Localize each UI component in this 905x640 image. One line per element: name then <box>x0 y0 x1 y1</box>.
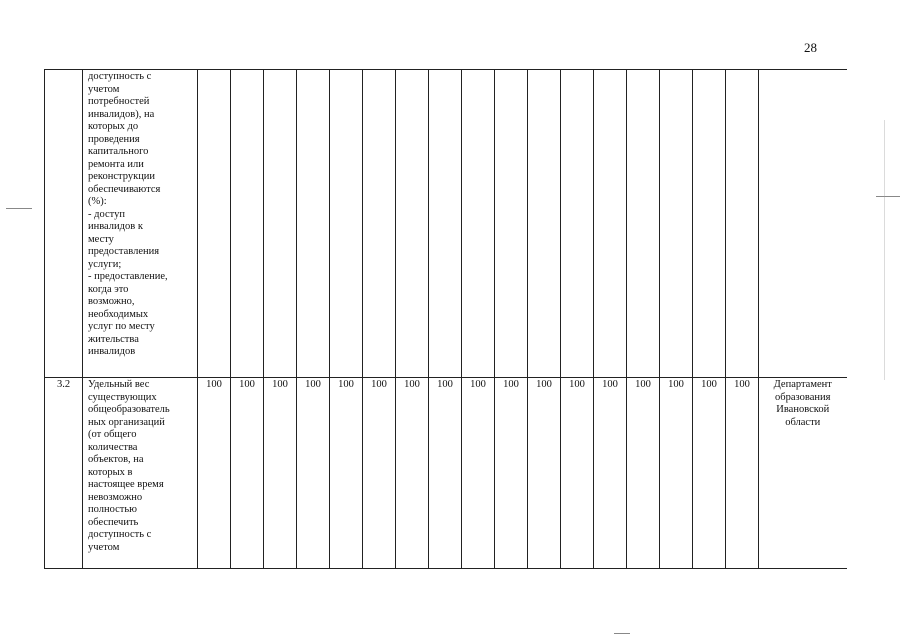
value-cell <box>462 378 495 569</box>
value-cell <box>396 70 429 378</box>
value-text <box>396 70 428 71</box>
value-cell <box>462 70 495 378</box>
value-cell <box>231 70 264 378</box>
value-text: 100 <box>272 379 288 390</box>
value-text <box>264 70 296 71</box>
value-cell <box>363 70 396 378</box>
responsible-text: Департамент образования Ивановской области <box>773 379 832 428</box>
value-cell <box>693 70 726 378</box>
value-text: 100 <box>503 379 519 390</box>
value-text: 100 <box>338 379 354 390</box>
value-cell <box>264 378 297 569</box>
value-text <box>462 70 494 71</box>
value-text: 100 <box>602 379 618 390</box>
indicator-table <box>44 69 847 569</box>
value-cell <box>495 378 528 569</box>
value-text <box>594 70 626 71</box>
value-cell <box>594 70 627 378</box>
value-text <box>561 70 593 71</box>
value-cell <box>429 378 462 569</box>
value-text <box>660 70 692 71</box>
value-cell <box>594 378 627 569</box>
row-number: 3.2 <box>56 379 71 390</box>
value-text: 100 <box>734 379 750 390</box>
value-text <box>297 70 329 71</box>
value-text: 100 <box>239 379 255 390</box>
value-cell <box>264 70 297 378</box>
row-number-cell <box>45 378 83 569</box>
page-number: 28 <box>804 40 817 55</box>
value-text <box>231 70 263 71</box>
row-number-cell <box>45 70 83 378</box>
value-text: 100 <box>404 379 420 390</box>
value-cell <box>429 70 462 378</box>
value-text: 100 <box>470 379 486 390</box>
value-text: 100 <box>668 379 684 390</box>
value-text: 100 <box>536 379 552 390</box>
value-cell <box>363 378 396 569</box>
description-cell <box>83 378 198 569</box>
scan-mark-left <box>6 208 32 209</box>
row-number <box>45 70 82 71</box>
value-text <box>363 70 395 71</box>
value-text <box>429 70 461 71</box>
table-row <box>45 378 847 569</box>
value-text: 100 <box>371 379 387 390</box>
description-cell <box>83 70 198 378</box>
value-text: 100 <box>305 379 321 390</box>
value-text: 100 <box>701 379 717 390</box>
value-cell <box>198 378 231 569</box>
indicator-description: Удельный вес существующих общеобразователь ных организаций (от общего количества объектов, на которых в настоящее время невозможно полностью обеспечить доступность с учетом <box>88 379 170 553</box>
value-text <box>627 70 659 71</box>
value-cell <box>330 70 363 378</box>
value-cell <box>396 378 429 569</box>
value-cell <box>627 70 660 378</box>
value-cell <box>330 378 363 569</box>
value-cell <box>660 378 693 569</box>
value-cell <box>297 378 330 569</box>
value-text <box>726 70 758 71</box>
value-cell <box>297 70 330 378</box>
scan-mark-right-vertical <box>884 120 885 380</box>
value-text <box>198 70 230 71</box>
value-cell <box>693 378 726 569</box>
value-text <box>495 70 527 71</box>
value-cell <box>495 70 528 378</box>
value-cell <box>561 70 594 378</box>
value-text <box>330 70 362 71</box>
value-text <box>693 70 725 71</box>
value-text: 100 <box>437 379 453 390</box>
responsible-text <box>759 70 847 71</box>
value-text: 100 <box>206 379 222 390</box>
scan-mark-right <box>876 196 900 197</box>
value-cell <box>231 378 264 569</box>
scan-mark-bottom <box>614 633 630 634</box>
value-cell <box>198 70 231 378</box>
value-text <box>528 70 560 71</box>
value-cell <box>528 378 561 569</box>
value-cell <box>528 70 561 378</box>
value-cell <box>627 378 660 569</box>
responsible-cell <box>759 70 847 378</box>
value-cell <box>660 70 693 378</box>
value-text: 100 <box>635 379 651 390</box>
indicator-description: доступность с учетом потребностей инвалидов), на которых до проведения капитального ремонта или реконструкции обеспечиваются (%): - доступ инвалидов к месту предоставления услуги; - предоставление, когда это возможно, необходимых услуг по месту жительства инвалидов <box>88 71 168 357</box>
value-cell <box>726 378 759 569</box>
table-row <box>45 70 847 378</box>
value-text: 100 <box>569 379 585 390</box>
value-cell <box>561 378 594 569</box>
responsible-cell <box>759 378 847 569</box>
value-cell <box>726 70 759 378</box>
